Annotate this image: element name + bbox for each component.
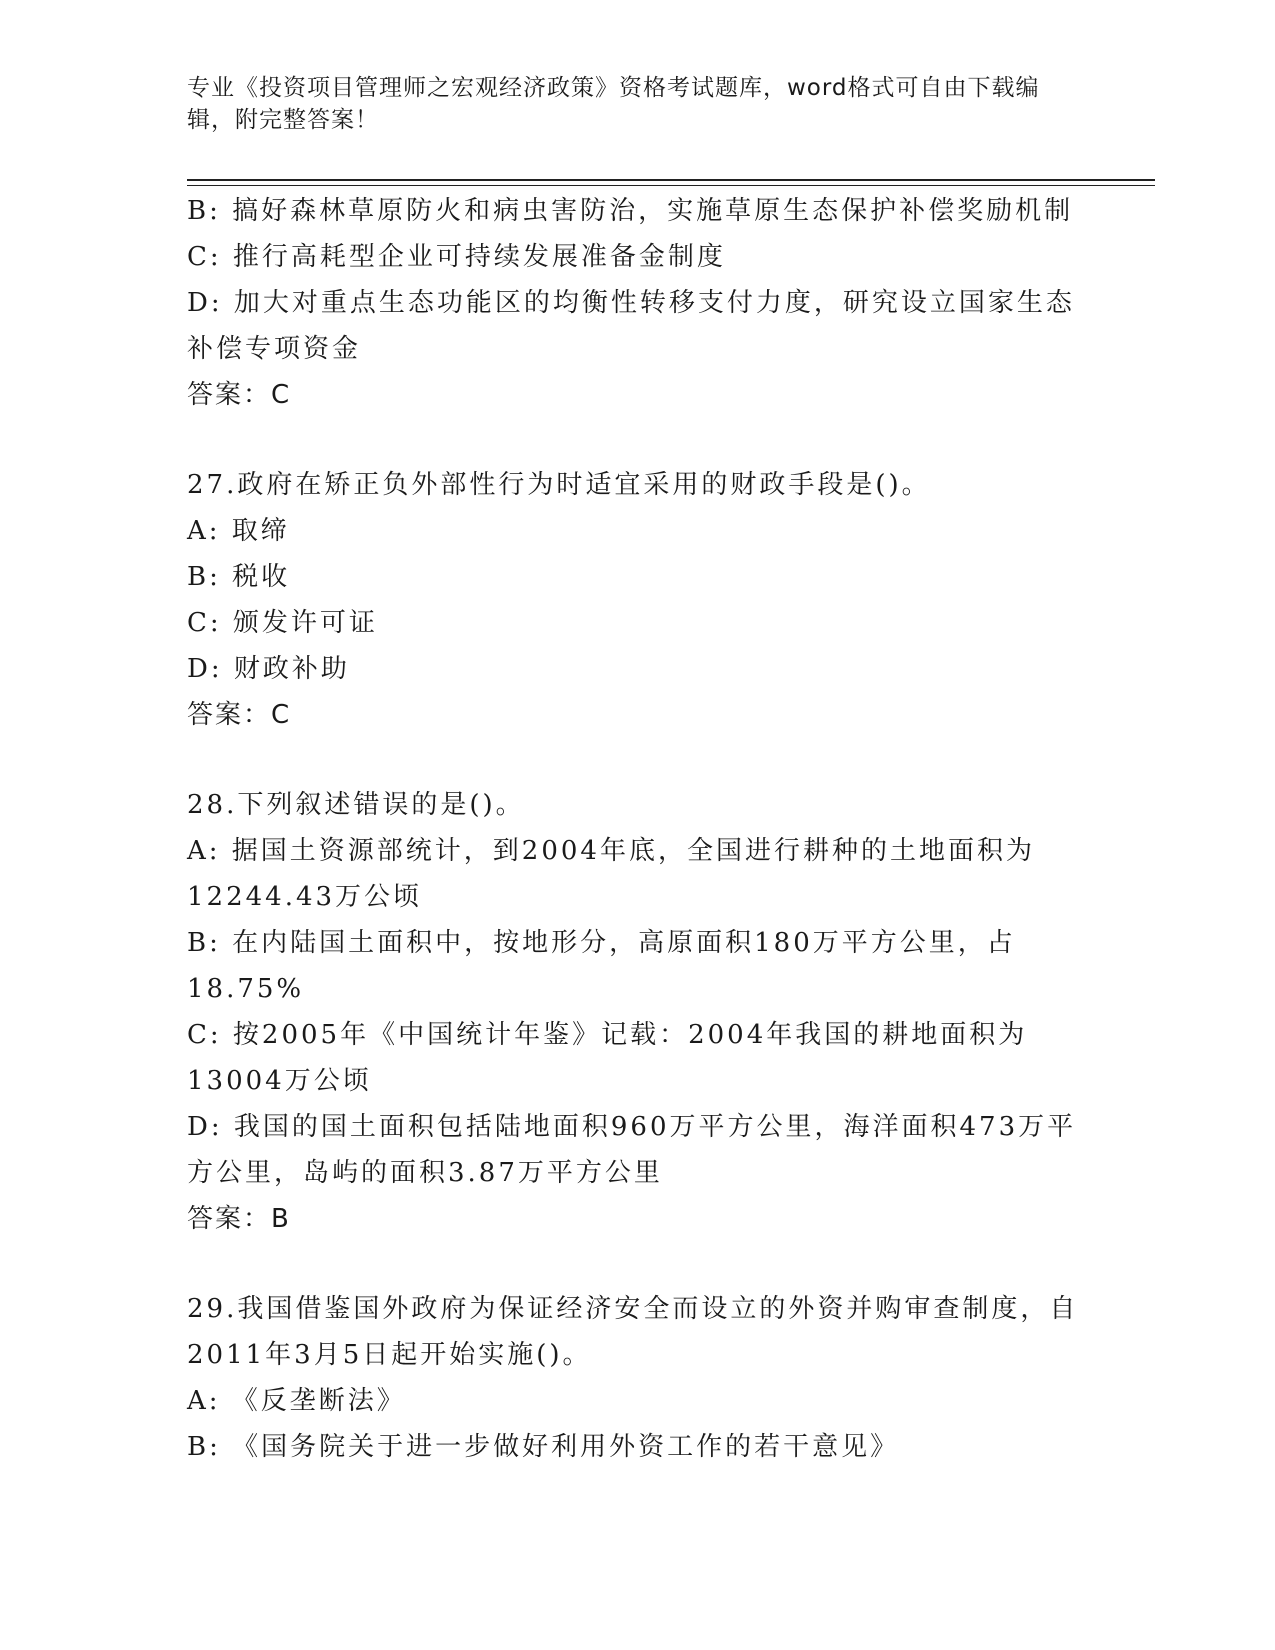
q28-option-b-line1: B: 在内陆国土面积中，按地形分，高原面积180万平方公里，占 [187, 928, 1016, 958]
q28-option-c-line2: 13004万公顷 [187, 1066, 372, 1096]
q29-option-a: A: 《反垄断法》 [187, 1386, 406, 1416]
question-26-tail [187, 188, 1087, 418]
q29-option-b: B: 《国务院关于进一步做好利用外资工作的若干意见》 [187, 1432, 900, 1462]
header-divider-thin [187, 185, 1155, 186]
q27-option-b: B: 税收 [187, 562, 291, 592]
q27-option-a: A: 取缔 [187, 516, 290, 546]
header-divider-thick [187, 179, 1155, 181]
q28-option-c-line1: C: 按2005年《中国统计年鉴》记载：2004年我国的耕地面积为 [187, 1020, 1028, 1050]
document-body [187, 188, 1087, 1470]
q28-option-b-line2: 18.75% [187, 974, 305, 1004]
q28-option-a-line1: A: 据国土资源部统计，到2004年底，全国进行耕种的土地面积为 [187, 836, 1035, 866]
q27-stem: 27.政府在矫正负外部性行为时适宜采用的财政手段是()。 [187, 470, 931, 500]
question-28 [187, 782, 1087, 1242]
document-header [187, 72, 1067, 136]
q27-option-d: D: 财政补助 [187, 654, 350, 684]
spacer [187, 738, 1087, 782]
q26-option-b: B: 搞好森林草原防火和病虫害防治，实施草原生态保护补偿奖励机制 [187, 196, 1074, 226]
q26-option-d-line2: 补偿专项资金 [187, 334, 362, 364]
q28-option-d-line1: D: 我国的国土面积包括陆地面积960万平方公里，海洋面积473万平 [187, 1112, 1077, 1142]
q28-stem: 28.下列叙述错误的是()。 [187, 790, 525, 820]
spacer [187, 1242, 1087, 1286]
question-29 [187, 1286, 1087, 1470]
q28-answer: 答案：B [187, 1204, 291, 1234]
header-line-1: 专业《投资项目管理师之宏观经济政策》资格考试题库，word格式可自由下载编 [187, 75, 1040, 101]
q27-answer: 答案：C [187, 700, 292, 730]
q29-stem-line1: 29.我国借鉴国外政府为保证经济安全而设立的外资并购审查制度，自 [187, 1294, 1079, 1324]
q26-option-c: C: 推行高耗型企业可持续发展准备金制度 [187, 242, 726, 272]
question-27 [187, 462, 1087, 738]
q26-answer: 答案：C [187, 380, 292, 410]
header-line-2: 辑，附完整答案！ [187, 107, 379, 133]
q29-stem-line2: 2011年3月5日起开始实施()。 [187, 1340, 592, 1370]
q28-option-a-line2: 12244.43万公顷 [187, 882, 423, 912]
q28-option-d-line2: 方公里，岛屿的面积3.87万平方公里 [187, 1158, 663, 1188]
spacer [187, 418, 1087, 462]
q26-option-d-line1: D: 加大对重点生态功能区的均衡性转移支付力度，研究设立国家生态 [187, 288, 1075, 318]
q27-option-c: C: 颁发许可证 [187, 608, 378, 638]
